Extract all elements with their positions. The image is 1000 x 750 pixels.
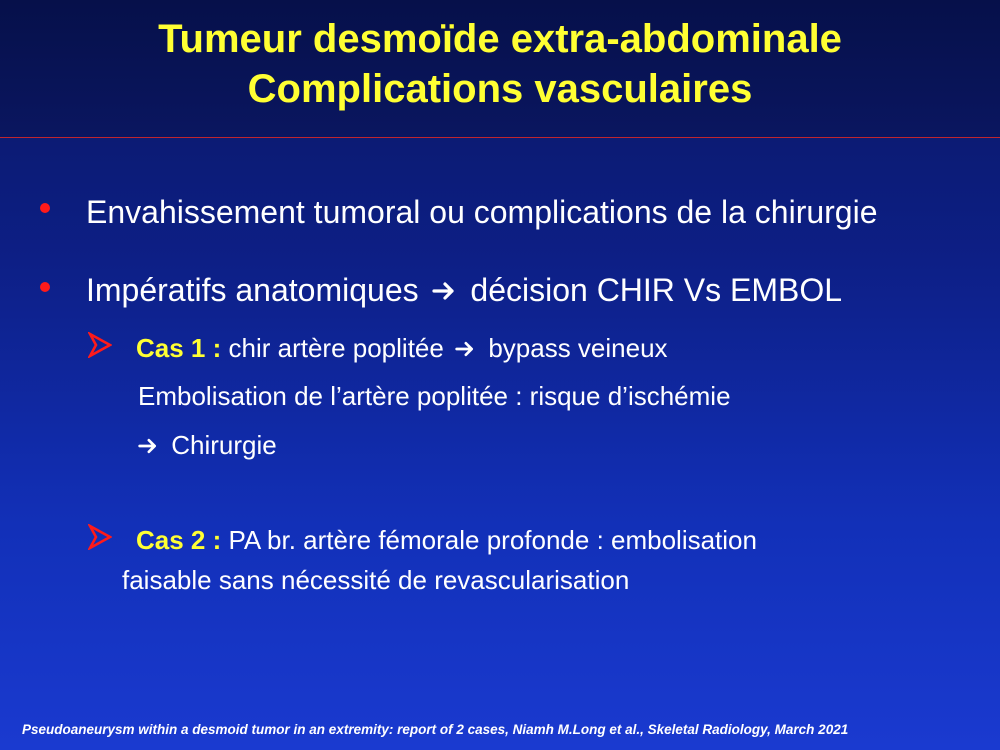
slide-title: [0, 14, 1000, 114]
cas-2-line-1: [136, 523, 757, 557]
cas-1-text-before: chir artère poplitée: [228, 333, 444, 363]
bullet-dot-icon: [40, 203, 50, 213]
right-arrow-icon: [455, 331, 475, 365]
bullet-1-text: Envahissement tumoral ou complications de la chirurgie: [86, 194, 878, 230]
cas-1-line-3: [138, 428, 277, 462]
cas-2-label: Cas 2 :: [136, 525, 222, 555]
chevron-bullet-icon: [88, 524, 112, 555]
title-divider: [0, 137, 1000, 138]
right-arrow-icon: [138, 428, 158, 462]
cas-1-line-2: Embolisation de l’artère poplitée : risque d’ischémie: [138, 381, 731, 411]
cas-1-line-3-text: Chirurgie: [171, 430, 277, 460]
cas-1-line-1: [136, 331, 668, 365]
reference-footer: Pseudoaneurysm within a desmoid tumor in an extremity: report of 2 cases, Niamh M.Long et al., Skeletal Radiology, March 2021: [22, 722, 849, 737]
cas-2-text: PA br. artère fémorale profonde : embolisation: [228, 525, 757, 555]
bullet-dot-icon: [40, 282, 50, 292]
title-line-1: Tumeur desmoïde extra-abdominale: [158, 17, 842, 61]
title-line-2: Complications vasculaires: [247, 67, 753, 111]
cas-1-label: Cas 1 :: [136, 333, 222, 363]
chevron-bullet-icon: [88, 332, 112, 363]
bullet-2: [86, 270, 842, 310]
right-arrow-icon: [432, 270, 456, 310]
bullet-2-text-before: Impératifs anatomiques: [86, 272, 419, 308]
cas-2-line-2: faisable sans nécessité de revascularisation: [122, 565, 630, 595]
bullet-2-text-after: décision CHIR Vs EMBOL: [470, 272, 843, 308]
cas-1-text-after: bypass veineux: [488, 333, 668, 363]
